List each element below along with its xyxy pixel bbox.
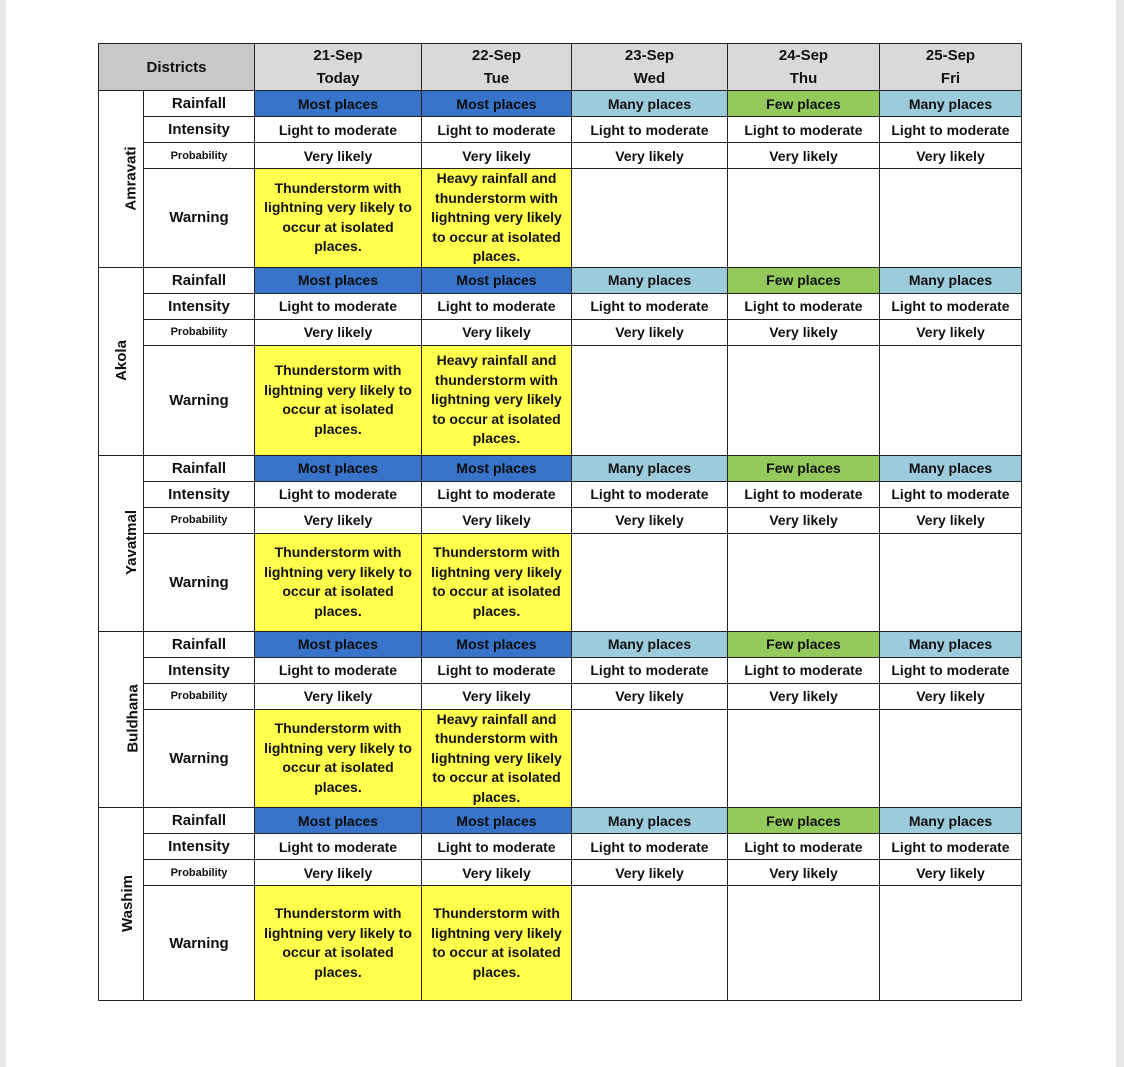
probability-cell: Very likely (880, 860, 1022, 886)
intensity-cell: Light to moderate (422, 293, 572, 319)
param-label-warning: Warning (144, 886, 255, 1001)
probability-cell: Very likely (422, 507, 572, 533)
warning-text: Thunderstorm with lightning very likely to occur at isolated places. (264, 544, 412, 619)
warning-text: Thunderstorm with lightning very likely to occur at isolated places. (264, 179, 412, 255)
warning-cell (255, 886, 422, 1001)
intensity-cell: Light to moderate (728, 834, 880, 860)
district-intensity-row (99, 834, 1022, 860)
rainfall-cell: Many places (572, 267, 728, 293)
day-header-3 (728, 44, 880, 91)
warning-cell (572, 169, 728, 268)
intensity-cell: Light to moderate (572, 657, 728, 683)
param-label-probability: Probability (144, 683, 255, 709)
rainfall-cell: Many places (880, 455, 1022, 481)
probability-cell: Very likely (572, 507, 728, 533)
rainfall-cell: Few places (728, 808, 880, 834)
warning-text: Thunderstorm with lightning very likely to occur at isolated places. (264, 720, 412, 795)
warning-text: Heavy rainfall and thunderstorm with lightning very likely to occur at isolated places. (431, 352, 562, 447)
district-warning-row (99, 345, 1022, 455)
intensity-cell: Light to moderate (255, 293, 422, 319)
district-name-cell (99, 267, 144, 455)
warning-cell (422, 169, 572, 268)
district-name: Washim (118, 875, 136, 932)
warning-text: Thunderstorm with lightning very likely to occur at isolated places. (431, 544, 562, 619)
intensity-cell: Light to moderate (255, 657, 422, 683)
param-label-intensity: Intensity (144, 481, 255, 507)
warning-cell (572, 533, 728, 631)
district-probability-row (99, 143, 1022, 169)
warning-cell (422, 533, 572, 631)
probability-cell: Very likely (880, 319, 1022, 345)
param-label-rainfall: Rainfall (144, 808, 255, 834)
probability-cell: Very likely (572, 319, 728, 345)
probability-cell: Very likely (880, 683, 1022, 709)
rainfall-cell: Most places (422, 455, 572, 481)
districts-header: Districts (99, 44, 255, 91)
intensity-cell: Light to moderate (255, 117, 422, 143)
probability-cell: Very likely (255, 319, 422, 345)
intensity-cell: Light to moderate (572, 481, 728, 507)
intensity-cell: Light to moderate (255, 481, 422, 507)
warning-text: Thunderstorm with lightning very likely to occur at isolated places. (431, 905, 562, 980)
rainfall-cell: Most places (255, 267, 422, 293)
rainfall-cell: Most places (255, 455, 422, 481)
param-label-probability: Probability (144, 507, 255, 533)
probability-cell: Very likely (728, 683, 880, 709)
district-warning-row (99, 709, 1022, 808)
district-intensity-row (99, 481, 1022, 507)
warning-cell (422, 709, 572, 808)
rainfall-cell: Most places (422, 267, 572, 293)
intensity-cell: Light to moderate (422, 657, 572, 683)
probability-cell: Very likely (880, 507, 1022, 533)
warning-cell (255, 709, 422, 808)
param-label-warning: Warning (144, 533, 255, 631)
day-name: Wed (633, 70, 666, 87)
rainfall-cell: Most places (255, 91, 422, 117)
intensity-cell: Light to moderate (880, 293, 1022, 319)
warning-cell (422, 345, 572, 455)
day-header-2 (572, 44, 728, 91)
warning-cell (880, 169, 1022, 268)
district-warning-row (99, 533, 1022, 631)
probability-cell: Very likely (572, 860, 728, 886)
district-name-cell (99, 808, 144, 1001)
intensity-cell: Light to moderate (422, 834, 572, 860)
param-label-intensity: Intensity (144, 117, 255, 143)
warning-cell (572, 345, 728, 455)
district-probability-row (99, 860, 1022, 886)
district-name: Akola (112, 340, 130, 381)
intensity-cell: Light to moderate (422, 481, 572, 507)
day-header-4 (880, 44, 1022, 91)
probability-cell: Very likely (880, 143, 1022, 169)
rainfall-cell: Many places (572, 631, 728, 657)
intensity-cell: Light to moderate (880, 657, 1022, 683)
day-header-1 (422, 44, 572, 91)
param-label-intensity: Intensity (144, 293, 255, 319)
district-rainfall-row (99, 91, 1022, 117)
page-edge-right (1116, 0, 1124, 1067)
probability-cell: Very likely (255, 507, 422, 533)
day-date: 22-Sep (471, 47, 522, 64)
district-intensity-row (99, 293, 1022, 319)
district-warning-row (99, 886, 1022, 1001)
warning-cell (728, 709, 880, 808)
warning-cell (880, 345, 1022, 455)
district-name-cell (99, 91, 144, 268)
param-label-warning: Warning (144, 345, 255, 455)
rainfall-cell: Many places (572, 455, 728, 481)
warning-cell (880, 709, 1022, 808)
probability-cell: Very likely (728, 507, 880, 533)
page-edge-left (0, 0, 6, 1067)
warning-text: Thunderstorm with lightning very likely to occur at isolated places. (264, 905, 412, 980)
param-label-probability: Probability (144, 319, 255, 345)
district-name: Buldhana (124, 684, 142, 753)
intensity-cell: Light to moderate (728, 117, 880, 143)
warning-cell (572, 709, 728, 808)
warning-cell (255, 533, 422, 631)
intensity-cell: Light to moderate (422, 117, 572, 143)
district-probability-row (99, 507, 1022, 533)
probability-cell: Very likely (728, 143, 880, 169)
intensity-cell: Light to moderate (572, 834, 728, 860)
rainfall-cell: Most places (255, 808, 422, 834)
district-intensity-row (99, 117, 1022, 143)
day-date: 23-Sep (624, 47, 675, 64)
param-label-intensity: Intensity (144, 657, 255, 683)
day-date: 21-Sep (313, 47, 363, 64)
intensity-cell: Light to moderate (572, 117, 728, 143)
day-name: Thu (789, 70, 818, 87)
warning-cell (728, 169, 880, 268)
probability-cell: Very likely (255, 683, 422, 709)
rainfall-cell: Many places (880, 631, 1022, 657)
warning-cell (728, 345, 880, 455)
warning-cell (255, 169, 422, 268)
district-name-cell (99, 631, 144, 808)
district-intensity-row (99, 657, 1022, 683)
intensity-cell: Light to moderate (572, 293, 728, 319)
district-name: Yavatmal (123, 509, 141, 576)
probability-cell: Very likely (728, 319, 880, 345)
warning-text: Heavy rainfall and thunderstorm with lightning very likely to occur at isolated places. (431, 710, 562, 805)
param-label-intensity: Intensity (144, 834, 255, 860)
rainfall-cell: Many places (880, 808, 1022, 834)
warning-cell (572, 886, 728, 1001)
intensity-cell: Light to moderate (880, 481, 1022, 507)
district-probability-row (99, 683, 1022, 709)
param-label-rainfall: Rainfall (144, 455, 255, 481)
district-rainfall-row (99, 267, 1022, 293)
probability-cell: Very likely (422, 143, 572, 169)
district-probability-row (99, 319, 1022, 345)
rainfall-cell: Many places (572, 91, 728, 117)
rainfall-cell: Few places (728, 631, 880, 657)
rainfall-cell: Few places (728, 91, 880, 117)
probability-cell: Very likely (572, 143, 728, 169)
district-name-cell (99, 455, 144, 631)
probability-cell: Very likely (572, 683, 728, 709)
rainfall-cell: Few places (728, 267, 880, 293)
rainfall-cell: Many places (880, 267, 1022, 293)
day-header-0 (255, 44, 422, 91)
probability-cell: Very likely (728, 860, 880, 886)
param-label-probability: Probability (144, 143, 255, 169)
warning-text: Heavy rainfall and thunderstorm with lightning very likely to occur at isolated places. (431, 170, 562, 264)
intensity-cell: Light to moderate (728, 481, 880, 507)
warning-cell (255, 345, 422, 455)
warning-cell (880, 886, 1022, 1001)
day-date: 24-Sep (778, 47, 829, 64)
probability-cell: Very likely (255, 860, 422, 886)
param-label-probability: Probability (144, 860, 255, 886)
param-label-warning: Warning (144, 709, 255, 808)
warning-cell (728, 886, 880, 1001)
intensity-cell: Light to moderate (880, 117, 1022, 143)
intensity-cell: Light to moderate (728, 657, 880, 683)
param-label-rainfall: Rainfall (144, 631, 255, 657)
day-name: Tue (483, 70, 510, 87)
day-date: 25-Sep (925, 47, 976, 64)
district-rainfall-row (99, 808, 1022, 834)
district-name: Amravati (122, 146, 140, 211)
header-row (99, 44, 1022, 91)
warning-cell (728, 533, 880, 631)
param-label-warning: Warning (144, 169, 255, 268)
warning-cell (880, 533, 1022, 631)
rainfall-cell: Most places (422, 91, 572, 117)
forecast-table (98, 43, 1022, 1001)
district-warning-row (99, 169, 1022, 268)
param-label-rainfall: Rainfall (144, 91, 255, 117)
intensity-cell: Light to moderate (880, 834, 1022, 860)
warning-text: Thunderstorm with lightning very likely to occur at isolated places. (264, 362, 412, 437)
warning-cell (422, 886, 572, 1001)
rainfall-cell: Most places (422, 631, 572, 657)
rainfall-cell: Many places (572, 808, 728, 834)
param-label-rainfall: Rainfall (144, 267, 255, 293)
probability-cell: Very likely (255, 143, 422, 169)
rainfall-cell: Many places (880, 91, 1022, 117)
district-rainfall-row (99, 631, 1022, 657)
rainfall-cell: Most places (422, 808, 572, 834)
district-rainfall-row (99, 455, 1022, 481)
probability-cell: Very likely (422, 860, 572, 886)
day-name: Today (316, 70, 360, 87)
probability-cell: Very likely (422, 319, 572, 345)
rainfall-cell: Few places (728, 455, 880, 481)
intensity-cell: Light to moderate (728, 293, 880, 319)
probability-cell: Very likely (422, 683, 572, 709)
day-name: Fri (940, 70, 961, 87)
rainfall-cell: Most places (255, 631, 422, 657)
intensity-cell: Light to moderate (255, 834, 422, 860)
